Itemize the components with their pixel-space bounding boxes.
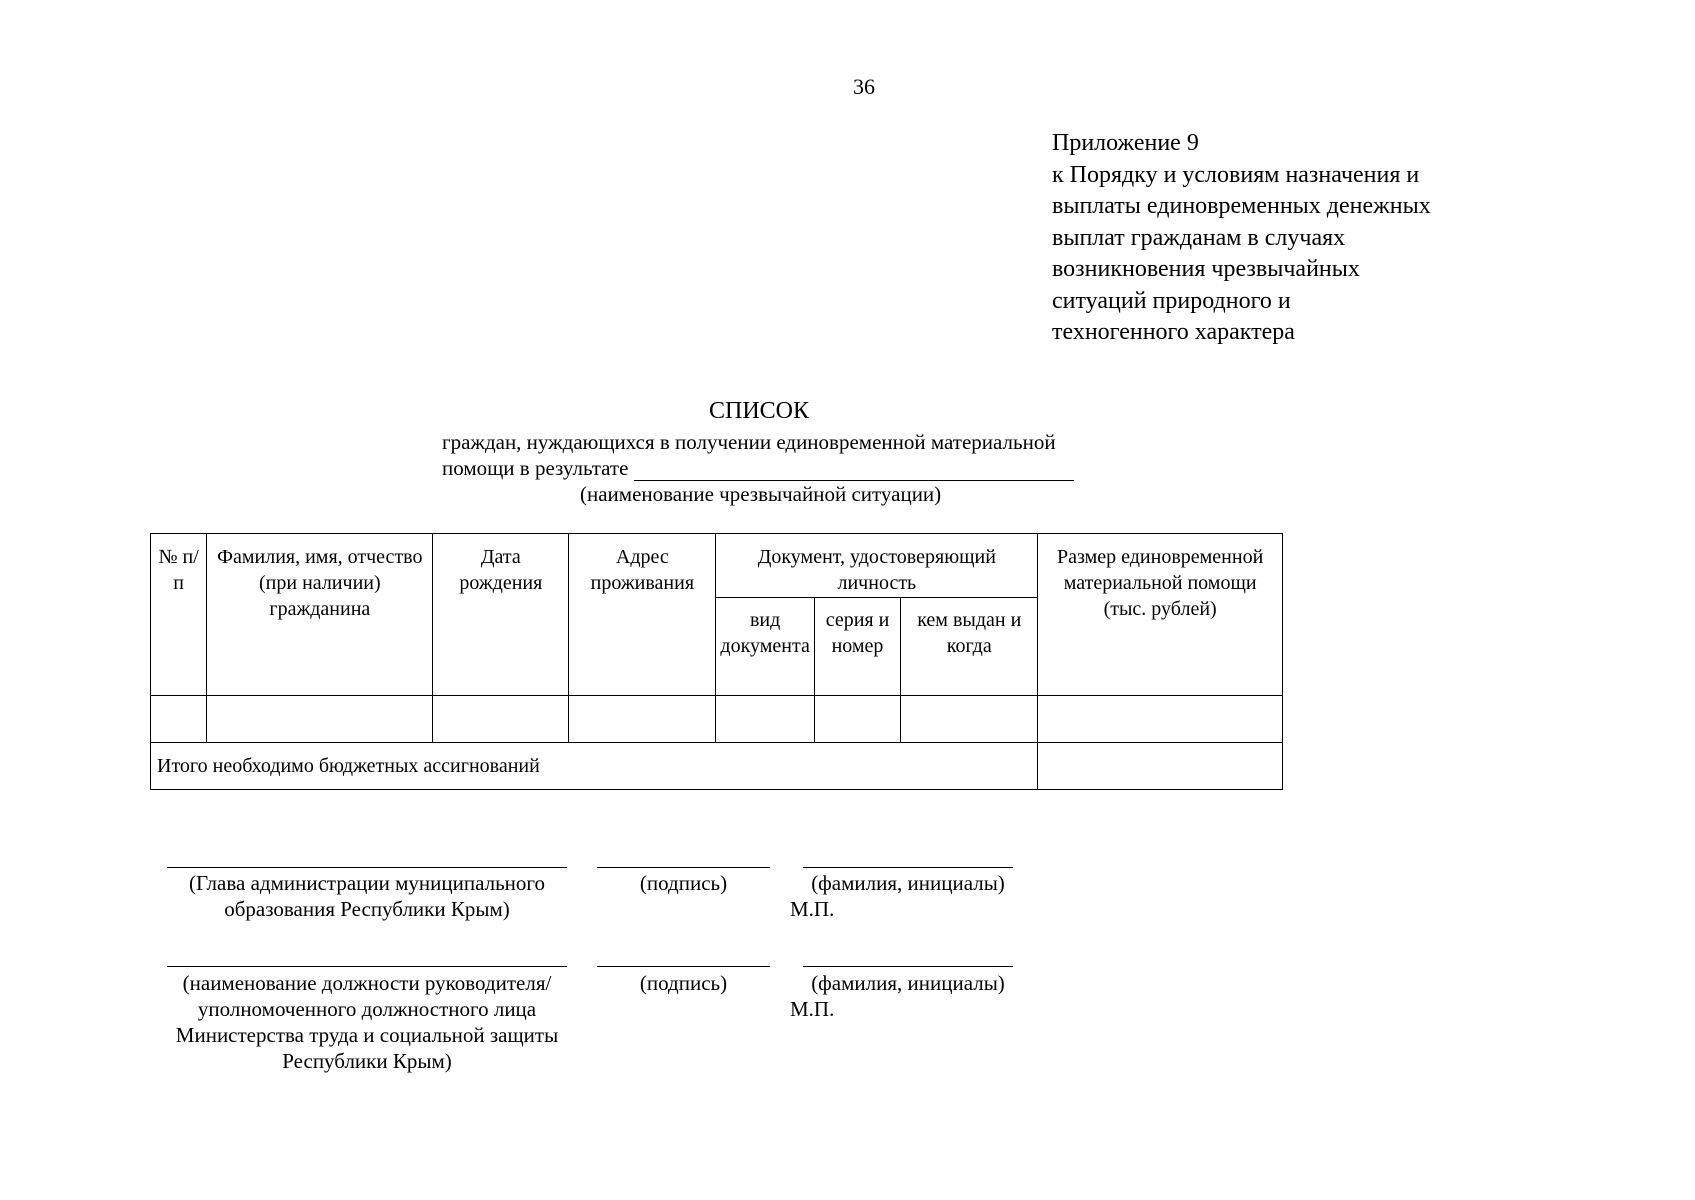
total-label: Итого необходимо бюджетных ассигнований <box>151 743 1038 790</box>
table-cell <box>814 696 900 743</box>
table-row <box>151 696 1283 743</box>
appendix-line: к Порядку и условиям назначения и <box>1052 161 1420 188</box>
appendix-note <box>1052 128 1532 349</box>
name-caption: (фамилия, инициалы) <box>811 971 1005 995</box>
header-number: № п/п <box>151 534 207 696</box>
stamp-place: М.П. <box>790 897 835 921</box>
appendix-line: Приложение 9 <box>1052 130 1199 156</box>
page-number: 36 <box>853 74 875 99</box>
header-address: Адрес проживания <box>569 534 716 696</box>
title-note: (наименование чрезвычайной ситуации) <box>580 482 942 506</box>
table-cell <box>1038 696 1283 743</box>
signer-position: (Глава администрации муниципального образования Республики Крым) <box>189 871 545 921</box>
appendix-line: техногенного характера <box>1052 319 1295 345</box>
header-identity-document: Документ, удостоверяющий личность <box>716 534 1038 598</box>
header-document-type: вид документа <box>716 598 814 696</box>
header-full-name: Фамилия, имя, отчество (при наличии) гражданина <box>207 534 433 696</box>
table-cell <box>151 696 207 743</box>
table-cell <box>207 696 433 743</box>
appendix-line: выплат гражданам в случаях <box>1052 224 1346 251</box>
stamp-place: М.П. <box>790 997 835 1021</box>
table-cell <box>433 696 569 743</box>
signature-caption: (подпись) <box>639 871 728 895</box>
title-line-2-text: помощи в результате <box>442 456 629 480</box>
name-line <box>803 867 1013 868</box>
signature-caption: (подпись) <box>639 971 728 995</box>
table-cell <box>901 696 1038 743</box>
title-main: СПИСОК <box>708 398 810 424</box>
header-document-series: серия и номер <box>814 598 900 696</box>
appendix-line: возникновения чрезвычайных <box>1052 256 1360 282</box>
position-line <box>167 867 567 868</box>
appendix-line: выплаты единовременных денежных <box>1052 193 1431 219</box>
signature-line <box>597 966 770 967</box>
signer-position: (наименование должности руководителя/уполномоченного должностного лица Министерства труда и социальной защиты Республики Крым) <box>175 971 559 1073</box>
citizens-table <box>150 533 1283 790</box>
title-line-1: граждан, нуждающихся в получении единовременной материальной <box>442 430 1056 454</box>
emergency-name-blank <box>634 460 1074 481</box>
title-line-2 <box>442 456 1074 481</box>
name-caption: (фамилия, инициалы) <box>811 871 1005 895</box>
total-row <box>151 743 1283 790</box>
appendix-line: ситуаций природного и <box>1052 287 1291 314</box>
table-cell <box>569 696 716 743</box>
table-cell <box>716 696 814 743</box>
header-aid-amount: Размер единовременной материальной помощи (тыс. рублей) <box>1038 534 1283 696</box>
position-line <box>167 966 567 967</box>
header-document-issued: кем выдан и когда <box>901 598 1038 696</box>
header-birth-date: Дата рождения <box>433 534 569 696</box>
total-value <box>1038 743 1283 790</box>
signature-line <box>597 867 770 868</box>
name-line <box>803 966 1013 967</box>
